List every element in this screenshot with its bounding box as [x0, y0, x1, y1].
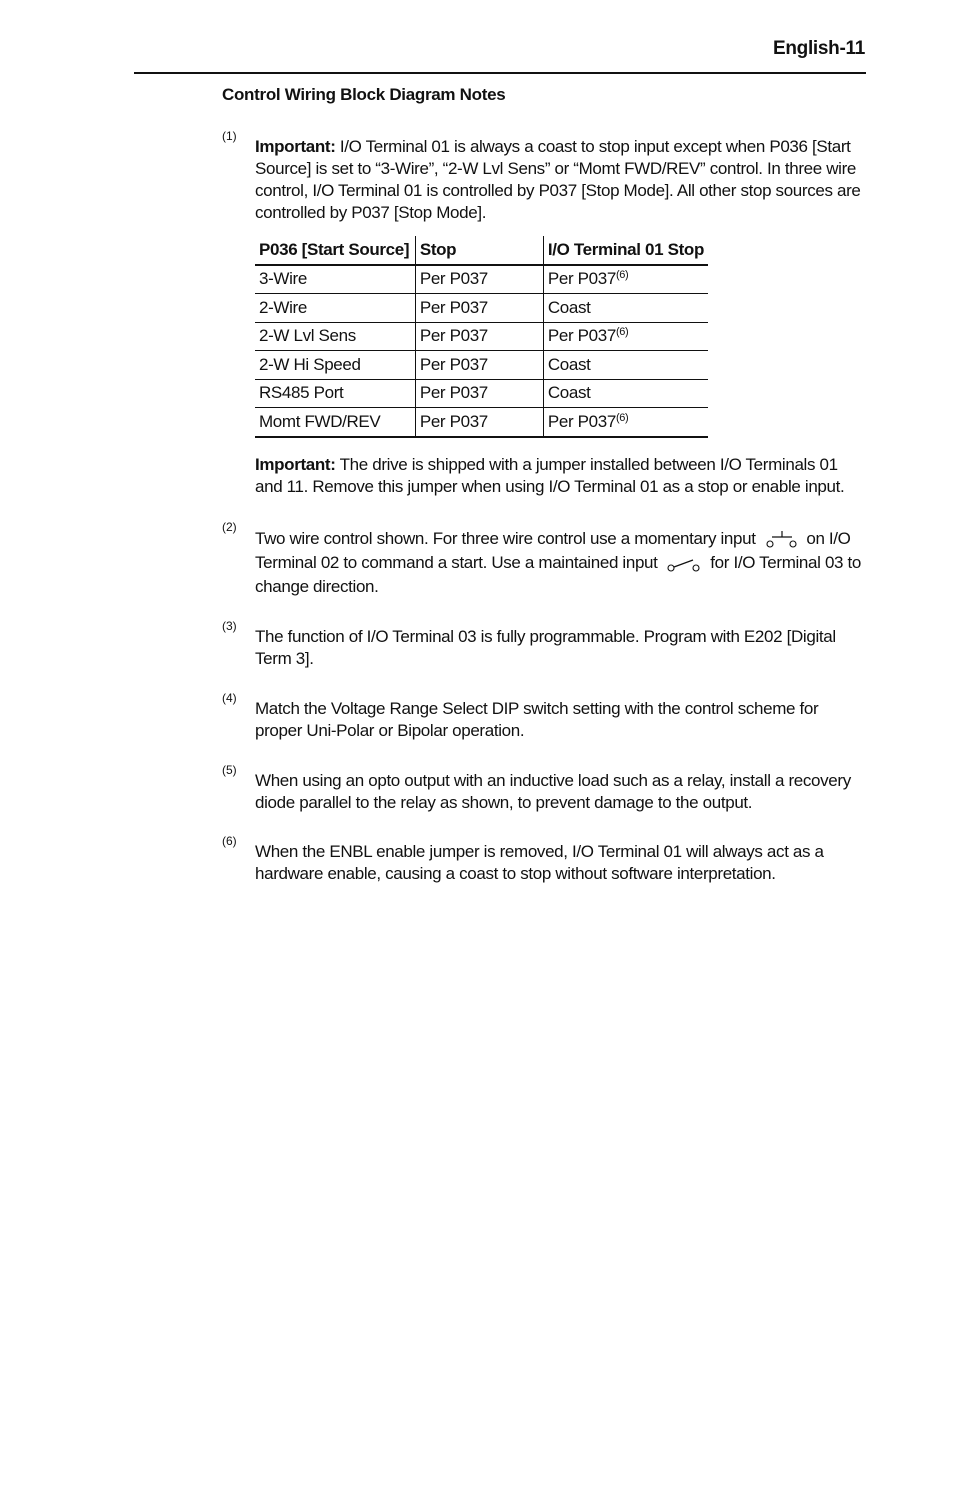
note-3: [222, 619, 866, 670]
footnote-ref: (6): [615, 269, 629, 282]
page-header: English-11: [772, 38, 865, 59]
table-header-cell: I/O Terminal 01 Stop: [543, 236, 708, 265]
important-label: Important:: [255, 137, 336, 156]
table-cell-terminal: [543, 322, 708, 351]
table-cell-stop: Per P037: [415, 408, 543, 437]
table-header-cell: Stop: [415, 236, 543, 265]
note-body: The function of I/O Terminal 03 is fully programmable. Program with E202 [Digital Term 3].: [255, 627, 836, 668]
cell-text: Coast: [547, 383, 591, 403]
table-cell-source: Momt FWD/REV: [255, 408, 415, 437]
table-cell-terminal: [543, 265, 708, 294]
note-text: Two wire control shown. For three wire control use a momentary input: [255, 529, 756, 548]
note-2: [222, 520, 866, 599]
table-row: [255, 265, 708, 294]
cell-text: Per P037: [547, 411, 616, 431]
note-marker: (5): [222, 763, 237, 777]
note-text: The drive is shipped with a jumper installed between I/O Terminals 01 and 11. Remove this jumper when using I/O Terminal 01 as a stop or enable input.: [255, 455, 845, 496]
note-1: [222, 129, 866, 224]
maintained-switch-icon: [666, 557, 702, 573]
table-cell-stop: Per P037: [415, 294, 543, 323]
table-cell-source: 2-Wire: [255, 294, 415, 323]
note-4: [222, 691, 866, 742]
note-marker: (1): [222, 129, 237, 143]
note-body: [255, 136, 866, 224]
table-header-row: [255, 236, 708, 265]
table-cell-terminal: [543, 408, 708, 437]
table-cell-stop: Per P037: [415, 379, 543, 408]
table-cell-source: 2-W Hi Speed: [255, 351, 415, 380]
table-row: [255, 379, 708, 408]
table-cell-stop: Per P037: [415, 265, 543, 294]
note-text: on I/O Terminal 02 to command a start. Use a maintained input: [255, 529, 851, 572]
start-source-table: [255, 236, 708, 438]
table-row: [255, 294, 708, 323]
jumper-important-note: [255, 454, 866, 498]
note-text: for I/O Terminal 03 to change direction.: [255, 553, 862, 596]
table-cell-terminal: [543, 351, 708, 380]
important-label: Important:: [255, 455, 336, 474]
note-6: [222, 834, 866, 885]
note-marker: (2): [222, 520, 237, 534]
note-body: Match the Voltage Range Select DIP switch setting with the control scheme for proper Uni-Polar or Bipolar operation.: [255, 699, 819, 740]
table-header-cell: P036 [Start Source]: [255, 236, 415, 265]
table-cell-terminal: [543, 379, 708, 408]
table-row: [255, 351, 708, 380]
note-body: When the ENBL enable jumper is removed, I/O Terminal 01 will always act as a hardware enable, causing a coast to stop without software interpretation.: [255, 842, 824, 883]
cell-text: Coast: [547, 297, 591, 317]
header-rule: [134, 72, 866, 74]
table-cell-stop: Per P037: [415, 351, 543, 380]
note-body: When using an opto output with an inductive load such as a relay, install a recovery diode parallel to the relay as shown, to prevent damage to the output.: [255, 771, 851, 812]
note-body: [255, 527, 866, 599]
cell-text: Per P037: [547, 326, 616, 346]
table-cell-stop: Per P037: [415, 322, 543, 351]
note-marker: (3): [222, 619, 237, 633]
table-row: [255, 322, 708, 351]
table-row: [255, 408, 708, 437]
table-cell-terminal: [543, 294, 708, 323]
note-5: [222, 763, 866, 814]
note-text: I/O Terminal 01 is always a coast to stop input except when P036 [Start Source] is set to “3-Wire”, “2-W Lvl Sens” or “Momt FWD/REV” control. In three wire control, I/O Terminal 01 is controlled by P037 [Stop Mode]. All other stop sources are controlled by P037 [Stop Mode].: [255, 137, 861, 222]
footnote-ref: (6): [615, 411, 629, 424]
note-marker: (4): [222, 691, 237, 705]
table-cell-source: 3-Wire: [255, 265, 415, 294]
table-cell-source: RS485 Port: [255, 379, 415, 408]
momentary-switch-icon: [764, 531, 798, 549]
footnote-ref: (6): [615, 326, 629, 339]
cell-text: Coast: [547, 354, 591, 374]
section-title: Control Wiring Block Diagram Notes: [222, 85, 506, 104]
cell-text: Per P037: [547, 269, 616, 289]
table-cell-source: 2-W Lvl Sens: [255, 322, 415, 351]
note-marker: (6): [222, 834, 237, 848]
